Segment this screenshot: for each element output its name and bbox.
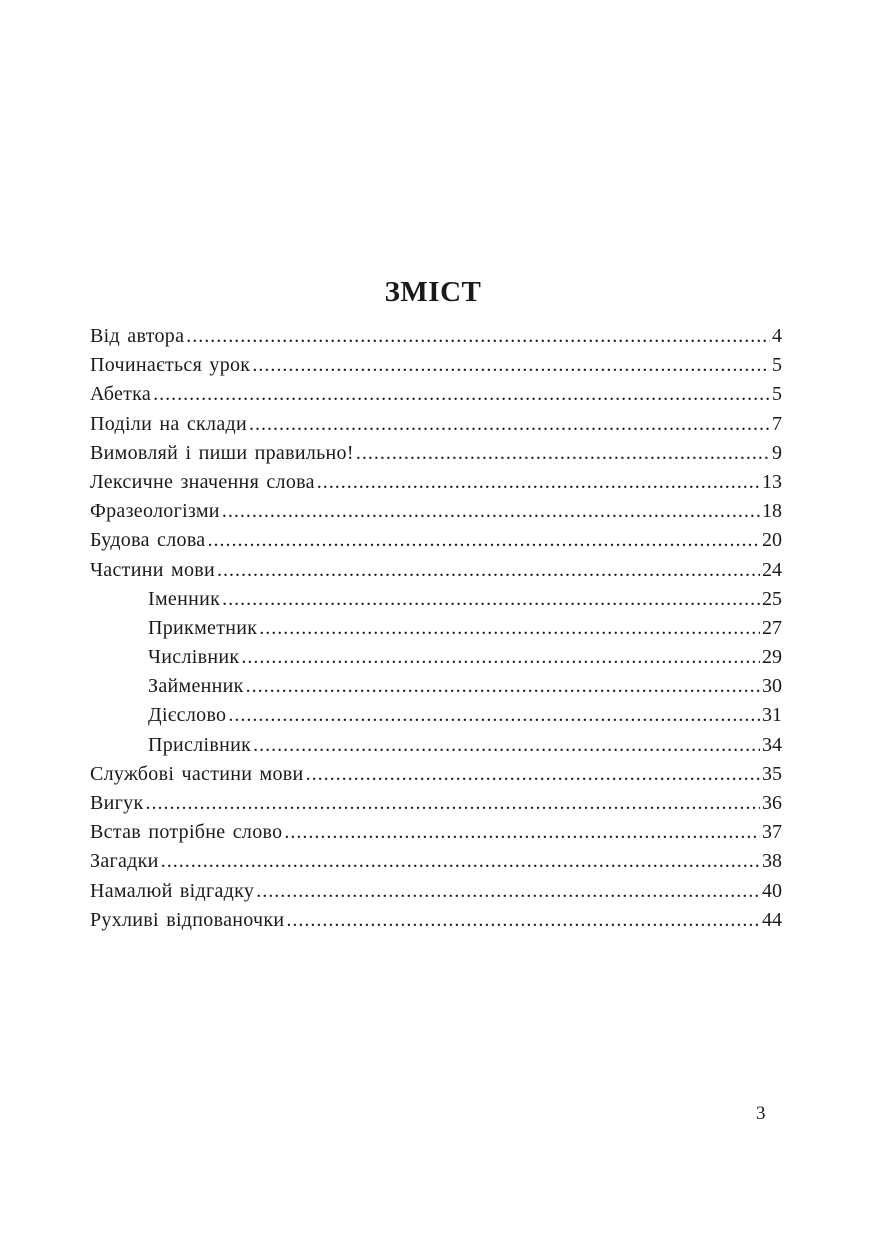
dot-leader [186, 322, 770, 351]
toc-entry-page: 30 [762, 675, 782, 698]
dot-leader [222, 585, 760, 614]
toc-entry [90, 877, 782, 906]
toc-entry-label: Встав потрібне слово [90, 821, 283, 844]
toc-entry-page: 40 [762, 879, 782, 902]
toc-entry-label: Абетка [90, 383, 152, 406]
toc-entry [90, 701, 782, 730]
toc-entry-label: Загадки [90, 850, 159, 873]
dot-leader [256, 877, 760, 906]
toc-entry-page: 13 [762, 470, 782, 493]
toc-entry-label: Намалюй відгадку [90, 879, 255, 902]
toc-entry [90, 643, 782, 672]
toc-entry [90, 380, 782, 409]
toc-entry-label: Числівник [148, 646, 240, 669]
dot-leader [241, 643, 760, 672]
toc-entry-page: 18 [762, 500, 782, 523]
toc-entry-page: 9 [772, 441, 782, 464]
dot-leader [228, 701, 760, 730]
toc-entry-page: 29 [762, 646, 782, 669]
page-title: ЗМІСТ [384, 276, 482, 308]
toc-entry-page: 36 [762, 792, 782, 814]
toc-entry [90, 526, 782, 555]
toc-entry [90, 439, 782, 468]
dot-leader [217, 556, 760, 585]
toc-entry [90, 906, 782, 935]
toc-entry-page: 7 [772, 412, 782, 435]
dot-leader [153, 380, 770, 409]
toc-entry-page: 25 [762, 587, 782, 610]
dot-leader [207, 526, 760, 555]
dot-leader [286, 906, 760, 935]
toc-entry-label: Вимовляй і пиши правильно! [90, 441, 354, 464]
toc-entry-label: Дієслово [148, 704, 227, 727]
dot-leader [253, 731, 760, 760]
toc-entry-page: 5 [772, 383, 782, 406]
toc-entry [90, 760, 782, 789]
toc-entry-label: Іменник [148, 587, 221, 610]
dot-leader [161, 847, 760, 876]
toc-entry-label: Службові частини мови [90, 762, 304, 785]
dot-leader [259, 614, 760, 643]
toc-entry-page: 38 [762, 850, 782, 873]
toc-entry-page: 37 [762, 821, 782, 844]
dot-leader [252, 351, 770, 380]
toc-entry-label: Починається урок [90, 354, 251, 377]
dot-leader [284, 818, 760, 847]
toc-entry-label: Від автора [90, 325, 185, 347]
toc-entry-page: 31 [762, 704, 782, 727]
toc-entry-page: 34 [762, 733, 782, 756]
dot-leader [145, 789, 760, 818]
toc-entry [90, 556, 782, 585]
toc-entry [90, 731, 782, 760]
toc-entry-page: 27 [762, 616, 782, 639]
toc-entry-page: 44 [762, 908, 782, 931]
dot-leader [306, 760, 760, 789]
toc-entry-label: Прислівник [148, 733, 252, 756]
toc-entry-label: Займенник [148, 675, 244, 698]
toc-entry-page: 20 [762, 529, 782, 552]
toc-entry-label: Поділи на склади [90, 412, 247, 435]
dot-leader [356, 439, 770, 468]
toc-entry-page: 35 [762, 762, 782, 785]
toc-entry [90, 818, 782, 847]
toc-entry-page: 24 [762, 558, 782, 581]
toc-entry [90, 410, 782, 439]
toc-entry [90, 351, 782, 380]
toc-entry-label: Лексичне значення слова [90, 470, 315, 493]
table-of-contents [90, 322, 782, 935]
toc-entry-label: Прикметник [148, 616, 258, 639]
toc-entry [90, 614, 782, 643]
toc-entry-label: Фразеологізми [90, 500, 220, 523]
toc-entry-page: 4 [772, 325, 782, 347]
dot-leader [249, 410, 770, 439]
toc-entry-label: Частини мови [90, 558, 216, 581]
toc-entry-label: Вигук [90, 792, 144, 814]
toc-entry-page: 5 [772, 354, 782, 377]
toc-entry [90, 847, 782, 876]
toc-entry [90, 585, 782, 614]
toc-entry-label: Будова слова [90, 529, 206, 552]
toc-entry [90, 322, 782, 351]
dot-leader [317, 468, 760, 497]
toc-entry-label: Рухливі відпованочки [90, 908, 285, 931]
toc-entry [90, 468, 782, 497]
toc-entry [90, 789, 782, 818]
page-number: 3 [756, 1103, 766, 1124]
toc-entry [90, 672, 782, 701]
dot-leader [222, 497, 760, 526]
dot-leader [246, 672, 760, 701]
toc-entry [90, 497, 782, 526]
